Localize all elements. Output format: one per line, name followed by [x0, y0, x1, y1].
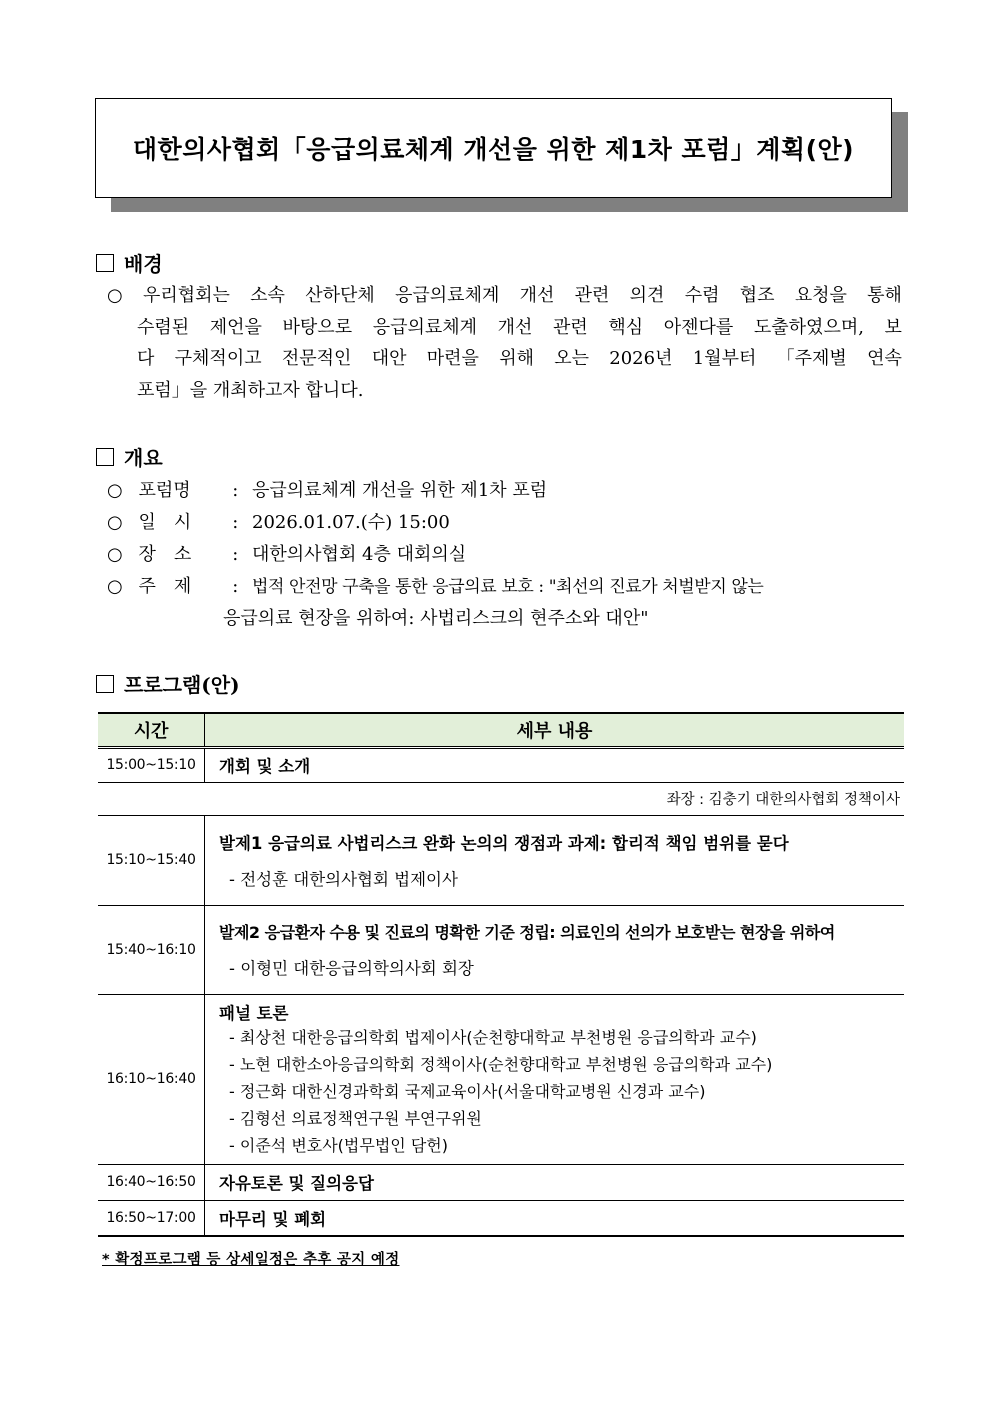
overview-label: 주 제	[138, 576, 192, 597]
row-title: 자유토론 및 질의응답	[205, 1164, 905, 1200]
row-content	[205, 994, 905, 1164]
overview-item-place	[107, 540, 466, 566]
checkbox-icon	[96, 448, 114, 466]
table-row	[98, 994, 904, 1164]
table-header	[98, 713, 904, 747]
header-time: 시간	[98, 713, 205, 747]
separator: :	[232, 480, 239, 501]
paragraph-word: 마련을	[426, 348, 479, 369]
paragraph-word: 산하단체	[305, 285, 375, 306]
chair-row	[98, 782, 904, 815]
paragraph-word: 응급의료체계	[372, 316, 478, 338]
section-background-heading	[96, 248, 163, 277]
row-title: 마무리 및 폐회	[205, 1200, 905, 1236]
panelist: - 최상천 대한응급의학회 법제이사(순천향대학교 부천병원 응급의학과 교수)	[229, 1027, 757, 1047]
paragraph-word: 「주제별	[776, 348, 847, 369]
overview-value: 응급의료 현장을 위하여: 사법리스크의 현주소와 대안"	[223, 608, 649, 629]
background-paragraph	[107, 280, 902, 406]
paragraph-text: 포럼」을 개최하고자 합니다.	[137, 379, 364, 401]
paragraph-word: 우리협회는	[142, 285, 230, 306]
paragraph-word: 아젠다를	[663, 316, 734, 338]
checkbox-icon	[96, 254, 114, 272]
bullet-icon: ○	[107, 285, 123, 306]
paragraph-word: 오는	[554, 348, 590, 369]
paragraph-word: 관련	[574, 285, 610, 306]
paragraph-word: 위해	[499, 348, 534, 369]
row-time: 15:10~15:40	[98, 815, 205, 905]
section-label: 프로그램(안)	[124, 673, 240, 697]
table-row	[98, 747, 904, 782]
overview-label: 일 시	[138, 512, 192, 533]
row-time: 16:50~17:00	[98, 1200, 205, 1236]
section-program-heading	[96, 669, 240, 698]
paragraph-word: 요청을	[794, 285, 847, 306]
paragraph-word: 2026년	[609, 348, 673, 369]
overview-item-topic	[107, 572, 763, 598]
separator: :	[232, 512, 239, 533]
panelist: - 정근화 대한신경과학회 국제교육이사(서울대학교병원 신경과 교수)	[229, 1081, 706, 1101]
section-overview-heading	[96, 442, 163, 471]
row-title: 패널 토론	[219, 1003, 289, 1023]
header-content: 세부 내용	[516, 720, 593, 742]
paragraph-line	[107, 280, 902, 312]
row-title: 개회 및 소개	[205, 747, 905, 782]
paragraph-line	[107, 343, 902, 375]
row-time: 16:10~16:40	[98, 994, 205, 1164]
overview-value: 2026.01.07.(수) 15:00	[252, 512, 450, 533]
bullet-icon: ○	[107, 480, 123, 501]
section-label: 개요	[124, 446, 163, 470]
paragraph-word: 응급의료체계	[395, 285, 500, 306]
row-speaker: - 이형민 대한응급의학의사회 회장	[229, 959, 474, 978]
paragraph-word: 관련	[552, 316, 588, 338]
overview-value: 대한의사협회 4층 대회의실	[252, 544, 467, 565]
paragraph-line	[107, 375, 902, 407]
row-speaker: - 전성훈 대한의사협회 법제이사	[229, 870, 458, 889]
paragraph-word: 도출하였으며,	[753, 316, 864, 338]
panelist: - 노현 대한소아응급의학회 정책이사(순천향대학교 부천병원 응급의학과 교수)	[229, 1054, 773, 1074]
table-row	[98, 905, 904, 994]
paragraph-word: 대안	[371, 348, 407, 369]
panelist: - 김형선 의료정책연구원 부연구위원	[229, 1108, 482, 1128]
paragraph-word: 구체적이고	[174, 348, 262, 369]
paragraph-word: 소속	[250, 285, 285, 306]
table-row	[98, 815, 904, 905]
row-content	[205, 815, 905, 905]
paragraph-word: 1월부터	[692, 348, 757, 369]
bullet-icon: ○	[107, 544, 123, 565]
table-row	[98, 1164, 904, 1200]
page-title: 대한의사협회「응급의료체계 개선을 위한 제1차 포럼」계획(안)	[95, 98, 892, 198]
overview-value: 응급의료체계 개선을 위한 제1차 포럼	[252, 480, 548, 501]
separator: :	[232, 544, 239, 565]
paragraph-word: 협조	[739, 285, 775, 306]
row-title: 발제2 응급환자 수용 및 진료의 명확한 기준 정립: 의료인의 선의가 보호받는 현장을 위하여	[219, 923, 835, 942]
paragraph-word: 연속	[867, 348, 902, 369]
row-time: 15:40~16:10	[98, 905, 205, 994]
paragraph-word: 바탕으로	[282, 316, 353, 338]
section-label: 배경	[124, 252, 163, 276]
overview-value: 법적 안전망 구축을 통한 응급의료 보호 : "최선의 진료가 처벌받지 않는	[252, 577, 764, 597]
overview-item-date	[107, 508, 450, 534]
paragraph-word: 개선	[519, 285, 555, 306]
chair-text: 좌장 : 김충기 대한의사협회 정책이사	[98, 782, 904, 815]
paragraph-word: 다	[137, 348, 155, 369]
overview-label: 포럼명	[138, 480, 191, 501]
panelist: - 이준석 변호사(법무법인 담헌)	[229, 1135, 448, 1155]
bullet-icon: ○	[107, 512, 123, 533]
paragraph-line	[107, 312, 902, 344]
paragraph-word: 통해	[867, 285, 902, 306]
paragraph-word: 핵심	[608, 316, 644, 338]
overview-label: 장 소	[138, 544, 192, 565]
bullet-icon: ○	[107, 576, 123, 597]
overview-item-forum	[107, 476, 547, 502]
row-time: 16:40~16:50	[98, 1164, 205, 1200]
paragraph-word: 보	[884, 316, 902, 338]
paragraph-word: 제언을	[209, 316, 262, 338]
checkbox-icon	[96, 675, 114, 693]
overview-item-topic-cont	[223, 604, 649, 630]
title-box-container	[95, 98, 892, 198]
table-row	[98, 1200, 904, 1236]
row-time: 15:00~15:10	[98, 747, 205, 782]
paragraph-word: 수렴	[684, 285, 720, 306]
footnote: * 확정프로그램 등 상세일정은 추후 공지 예정	[102, 1252, 400, 1268]
paragraph-word: 개선	[497, 316, 533, 338]
paragraph-word: 전문적인	[281, 348, 352, 369]
paragraph-word: 수렴된	[137, 316, 190, 338]
paragraph-word: 의견	[629, 285, 665, 306]
separator: :	[232, 576, 239, 597]
program-table	[98, 712, 904, 1237]
row-content	[205, 905, 905, 994]
row-title: 발제1 응급의료 사법리스크 완화 논의의 쟁점과 과제: 합리적 책임 범위를 묻다	[219, 834, 789, 853]
